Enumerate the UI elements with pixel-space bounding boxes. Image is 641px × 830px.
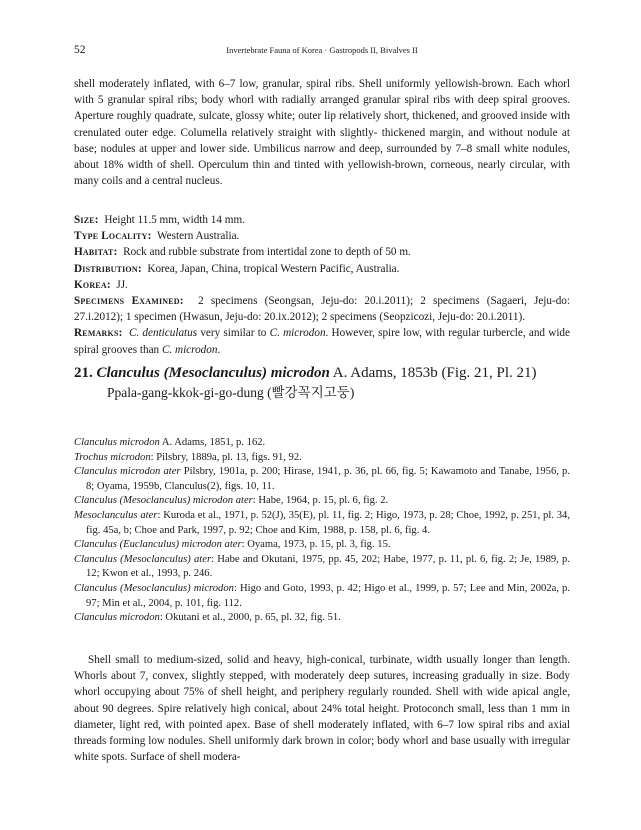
synonym-name: Trochus microdon [74,451,151,463]
synonymy-entry [74,465,570,494]
remarks-species: C. microdon [161,343,218,356]
synonym-reference: : Habe, 1964, p. 15, pl. 6, fig. 2. [252,495,389,507]
spec-text: Western Australia. [157,230,240,243]
remarks-label: Remarks: [74,327,123,340]
synonymy-entry [74,553,570,582]
spec-label: Type Locality: [74,230,152,243]
synonymy-list [74,436,570,626]
synonym-name: Clanculus microdon ater [74,466,181,478]
spec-text: Height 11.5 mm, width 14 mm. [104,214,245,226]
spec-text: Korea, Japan, China, tropical Western Pacific, Australia. [147,262,400,275]
specimen-details [74,212,570,358]
synonym-reference: : Oyama, 1973, p. 15, pl. 3, fig. 15. [241,539,391,551]
spec-korea [74,277,570,293]
remarks-species: C. denticulatus [128,327,198,340]
synonym-reference: : Kuroda et al., 1971, p. 52(J), 35(E), pl. 11, fig. 2; Higo, 1973, p. 28; Choe, 1992, p. 251, pl. 34, fig. 45a, b; Choe and Park, 1997, p. 92; Choe and Kim, 1988, p. 158, pl. 6, fig. 4. [86,509,570,536]
synonym-name: Clanculus (Euclanculus) microdon ater [74,539,242,551]
page-number: 52 [74,44,86,56]
spec-label: Specimens Examined: [74,295,184,308]
remarks-text: very similar to [197,327,270,340]
species-taxon: Clanculus (Mesoclanculus) microdon [96,365,330,381]
spec-size [74,212,570,228]
remarks-species: C. microdon [269,327,326,340]
running-title: Invertebrate Fauna of Korea · Gastropods II, Bivalves II [226,45,418,55]
synonym-name: Clanculus microdon [74,612,160,624]
synonym-name: Mesoclanculus ater [74,509,158,521]
species-author: A. Adams, 1853b (Fig. 21, Pl. 21) [329,365,537,381]
spec-label: Distribution: [74,262,142,275]
synonymy-entry [74,538,570,553]
synonym-name: Clanculus microdon [74,437,160,448]
synonymy-entry [74,451,570,466]
spec-label: Size: [74,214,99,226]
synonymy-entry [74,582,570,611]
spec-text: JJ. [116,278,128,291]
page-header [74,44,570,58]
spec-remarks [74,325,570,357]
spec-text: Rock and rubble substrate from intertidal zone to depth of 50 m. [123,246,411,259]
synonym-name: Clanculus (Mesoclanculus) ater [74,553,212,565]
spec-label: Habitat: [74,246,118,259]
spec-habitat [74,244,570,260]
remarks-text: . However, spire low, with regular turbercle, and wide spiral grooves than [74,327,570,356]
synonymy-entry [74,509,570,538]
continued-paragraph: shell moderately inflated, with 6–7 low, granular, spiral ribs. Shell uniformly yellowish-brown. Each whorl with 5 granular spiral ribs; body whorl with radially arranged granular spiral ribs with deep spiral grooves. Aperture roughly quadrate, sulcate, glossy white; outer lip relatively short, thickened, and grooved inside with crenulated outer edge. Columella relatively straight with slightly- thickened margin, and without nodule at base; nodules at upper and lower side. Umbilicus narrow and deep, surrounded by 7–8 small white nodules, about 18% width of shell. Operculum thin and tinted with yellowish-brown, corneous, nearly circular, with many coils and a central nucleus. [74,78,570,188]
species-number: 21. [74,365,93,381]
synonymy-entry [74,436,570,451]
species-heading [74,364,574,402]
spec-label: Korea: [74,278,111,291]
synonym-reference: : Okutani et al., 2000, p. 65, pl. 32, fig. 51. [159,612,341,624]
description-paragraph: Shell small to medium-sized, solid and heavy, high-conical, turbinate, width usually longer than length. Whorls about 7, convex, slightly stepped, with moderately deep sutures, increasing gradually in size. Body whorl occupying about 75% of shell height, and periphery regularly rounded. Shell with wide apical angle, about 90 degrees. Spire relatively high conical, about 24% total height. Protoconch small, less than 1 mm in diameter, light red, with pointed apex. Base of shell moderately inflated, with 6–7 low spiral ribs and axial threads forming low nodules. Shell uniformly dark brown in color; body whorl and base usually with irregular white spots. Surface of shell modera- [74,654,570,764]
synonym-reference: : Habe and Okutani, 1975, pp. 45, 202; Habe, 1977, p. 11, pl. 6, fig. 2; Je, 1989, p. 12; Kwon et al., 1993, p. 246. [86,553,570,580]
synonym-reference: : Pilsbry, 1889a, pl. 13, figs. 91, 92. [150,451,302,463]
synonym-reference: A. Adams, 1851, p. 162. [159,437,266,448]
remarks-text: . [217,343,221,356]
synonym-reference: : Higo and Goto, 1993, p. 42; Higo et al., 1999, p. 57; Lee and Min, 2002a, p. 97; Min et al., 2004, p. 101, fig. 112. [86,582,570,609]
spec-specimens-examined [74,293,570,325]
spec-distribution [74,261,570,277]
synonym-name: Clanculus (Mesoclanculus) microdon [74,582,234,594]
spec-text: 2 specimens (Seongsan, Jeju-do: 20.i.2011); 2 specimens (Sagaeri, Jeju-do: 27.i.2012); 1 specimen (Hwasun, Jeju-do: 20.ix.2012); 2 specimens (Seopzicozi, Jeju-do: 20.i.2011). [74,295,571,324]
synonymy-entry [74,494,570,509]
synonym-reference: Pilsbry, 1901a, p. 200; Hirase, 1941, p. 36, pl. 66, fig. 5; Kawamoto and Tanabe, 1956, p. 8; Oyama, 1959b, Clanculus(2), figs. 10, 11. [86,466,570,492]
synonym-name: Clanculus (Mesoclanculus) microdon ater [74,495,253,507]
spec-type-locality [74,228,570,244]
species-vernacular-name: Ppala-gang-kkok-gi-go-dung (빨강꼭지고둥) [107,385,355,400]
synonymy-entry [74,611,570,626]
